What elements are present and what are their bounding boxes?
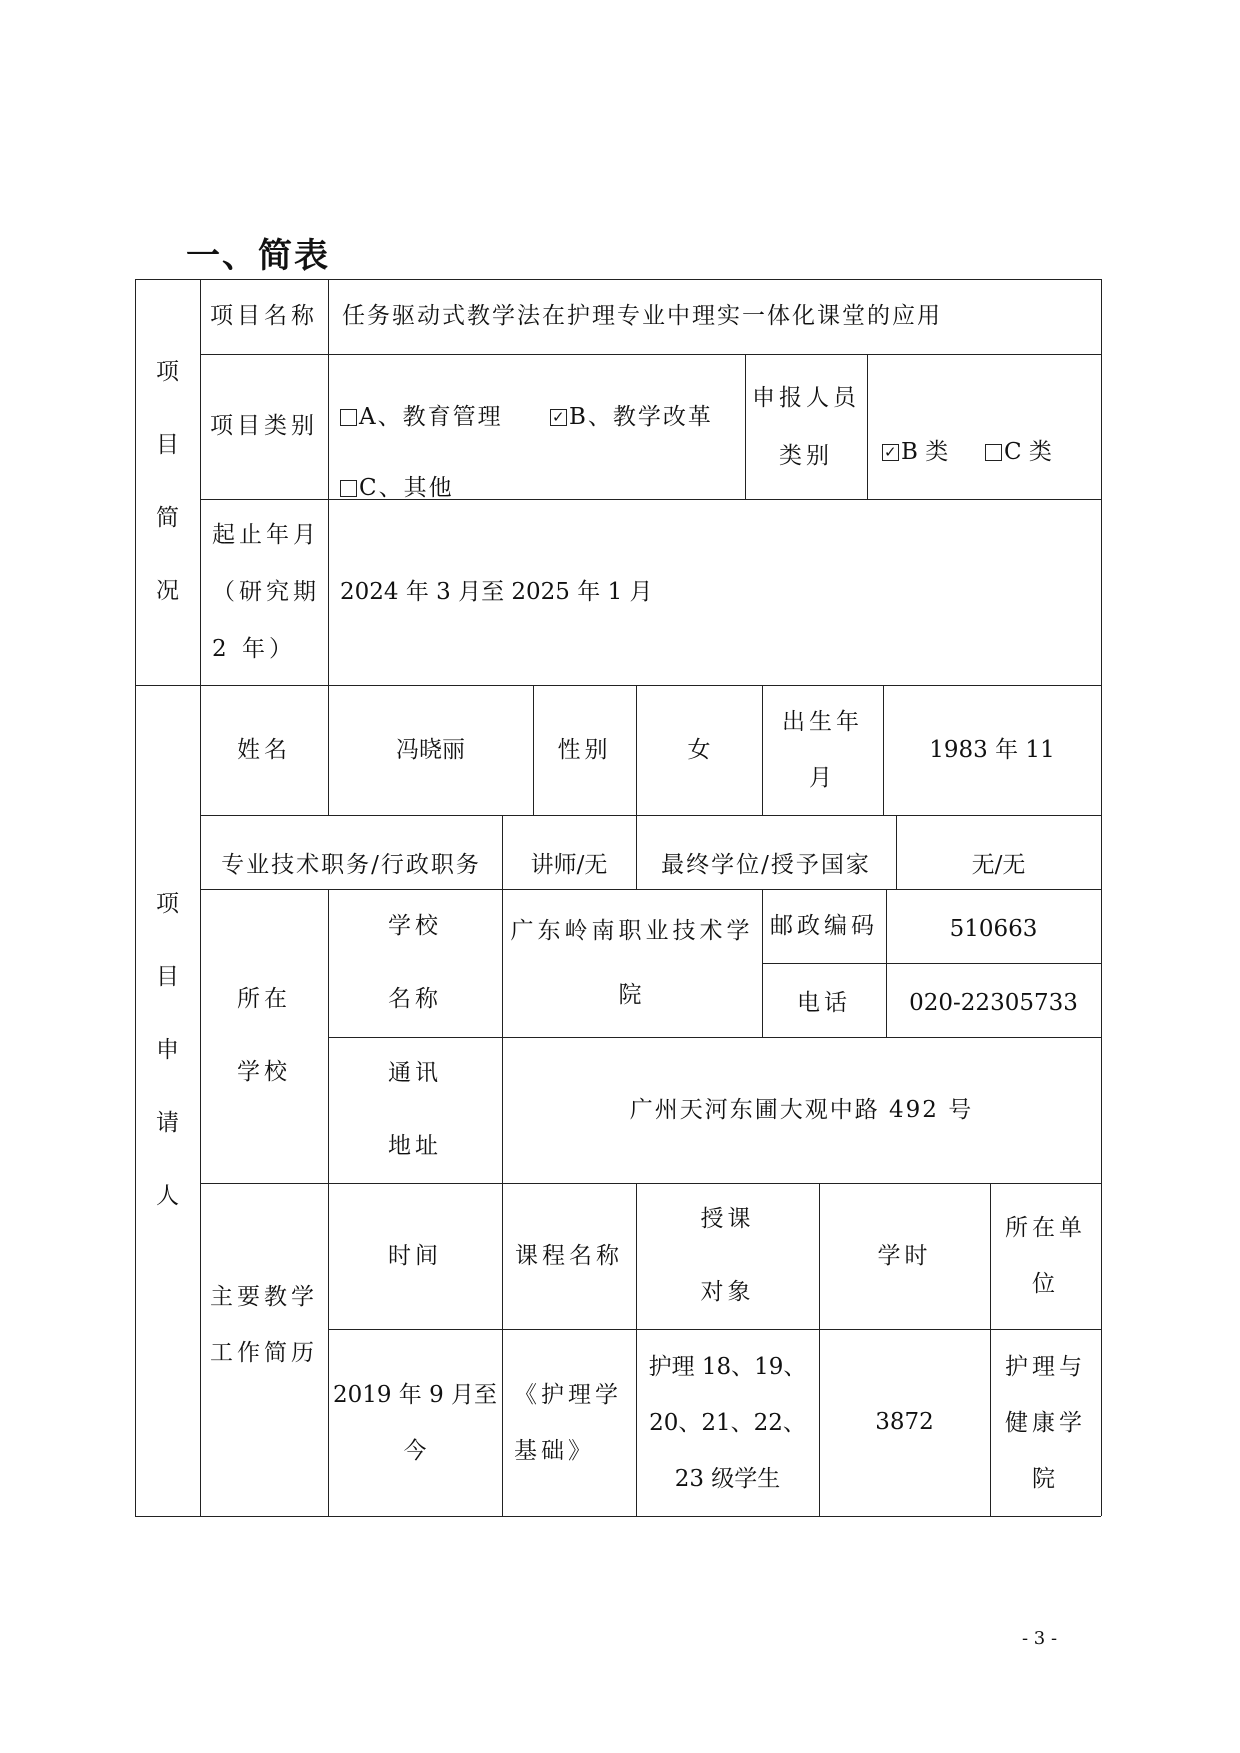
school-label: 所在 学校 <box>237 986 291 1085</box>
section-heading: 一、简表 <box>186 236 330 276</box>
phone-label: 电话 <box>797 989 851 1016</box>
teaching-history-label: 主要教学 工作简历 <box>210 1283 318 1366</box>
teaching-header-unit: 所在单 位 <box>1005 1215 1086 1297</box>
teaching-header-course: 课程名称 <box>515 1242 623 1269</box>
degree-value: 无/无 <box>971 851 1026 878</box>
birth-label: 出生年 月 <box>782 709 863 791</box>
applicant-category-option-b[interactable]: ✓ B 类 <box>882 433 948 466</box>
project-overview-section-label: 项目简况 <box>155 359 179 604</box>
project-category-label: 项目类别 <box>210 413 318 439</box>
school-name-value: 广东岭南职业技术学 院 <box>510 918 754 1008</box>
teaching-row-hours: 3872 <box>875 1409 934 1435</box>
applicant-category-option-c[interactable]: C 类 <box>985 433 1052 466</box>
birth-value: 1983 年 11 <box>929 736 1055 763</box>
postal-code-value: 510663 <box>949 915 1038 942</box>
checkbox-icon <box>985 444 1002 461</box>
teaching-row-course: 《护理学 基础》 <box>514 1381 622 1464</box>
name-value: 冯晓丽 <box>396 736 465 763</box>
applicant-category-label: 申报人员 类别 <box>752 384 860 469</box>
category-option-b[interactable]: ✓ B、教学改革 <box>550 398 713 431</box>
teaching-row-audience: 护理 18、19、 20、21、22、 23 级学生 <box>648 1353 807 1492</box>
project-name-label: 项目名称 <box>210 303 318 329</box>
category-option-c[interactable]: C、其他 <box>340 469 454 502</box>
period-label: 起止年月 （研究期 2 年） <box>212 521 320 662</box>
project-name-value: 任务驱动式教学法在护理专业中理实一体化课堂的应用 <box>342 303 942 329</box>
checked-checkbox-icon <box>550 409 567 426</box>
page-number: - 3 - <box>1022 1628 1058 1649</box>
teaching-header-hours: 学时 <box>877 1242 932 1269</box>
teaching-row-unit: 护理与 健康学 院 <box>1005 1353 1086 1492</box>
address-label: 通讯 地址 <box>388 1060 442 1159</box>
teaching-header-audience: 授课 对象 <box>700 1206 755 1305</box>
postal-code-label: 邮政编码 <box>770 912 878 939</box>
degree-label: 最终学位/授予国家 <box>661 851 871 878</box>
period-value: 2024 年 3 月至 2025 年 1 月 <box>340 578 653 605</box>
checked-checkbox-icon <box>882 444 899 461</box>
gender-value: 女 <box>687 736 711 763</box>
professional-title-label: 专业技术职务/行政职务 <box>221 851 481 878</box>
checkbox-icon <box>340 480 357 497</box>
teaching-row-time: 2019 年 9 月至 今 <box>332 1381 498 1464</box>
school-name-label: 学校 名称 <box>388 913 442 1012</box>
applicant-section-label: 项目申请人 <box>155 891 179 1209</box>
teaching-header-time: 时间 <box>388 1242 442 1269</box>
professional-title-value: 讲师/无 <box>530 851 608 878</box>
address-value: 广州天河东圃大观中路 492 号 <box>629 1096 974 1123</box>
gender-label: 性别 <box>557 736 612 763</box>
category-option-a[interactable]: A、教育管理 <box>340 398 503 431</box>
name-label: 姓名 <box>237 736 291 763</box>
phone-value: 020-22305733 <box>909 989 1078 1016</box>
checkbox-icon <box>340 409 357 426</box>
